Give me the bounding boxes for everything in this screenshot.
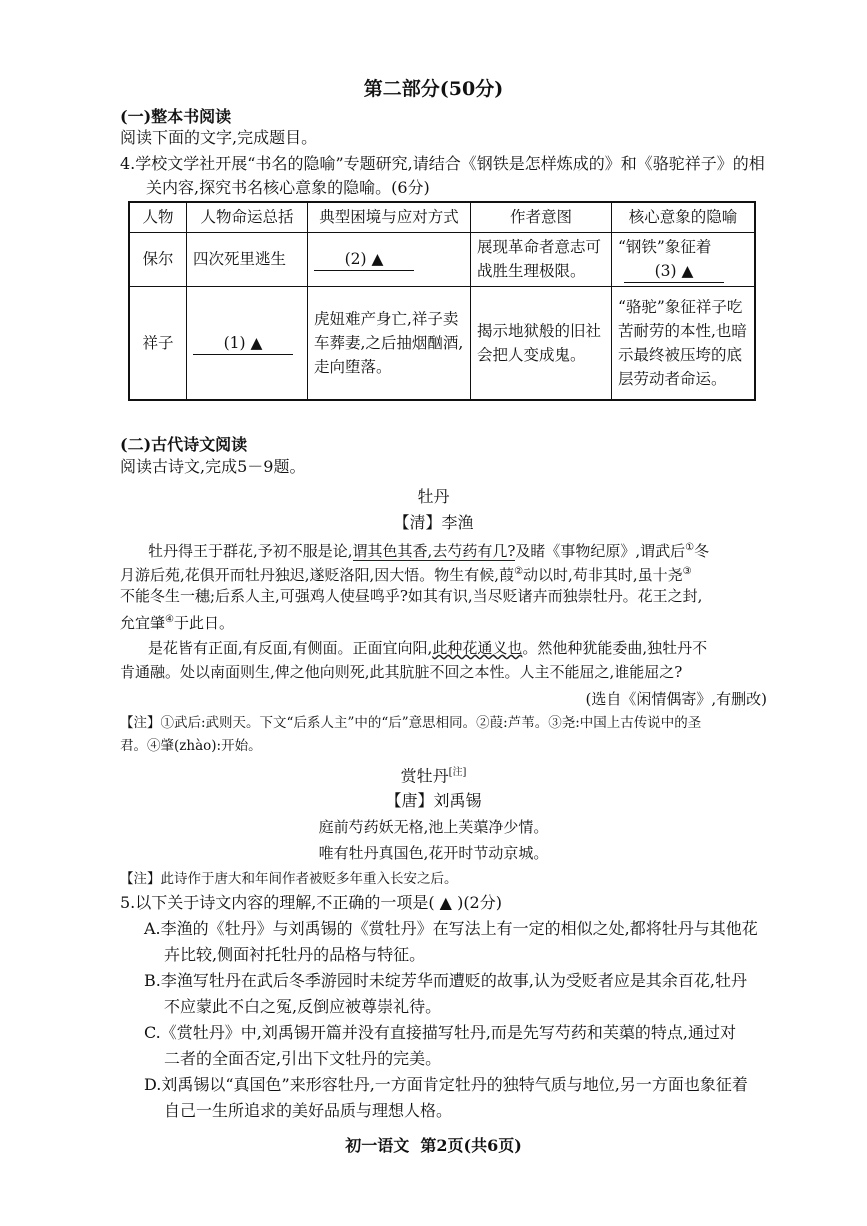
option-d-line-1[interactable]: D.刘禹锡以“真国色”来形容牡丹,一方面肯定牡丹的独特气质与地位,另一方面也象征着 xyxy=(144,1075,748,1094)
poem-title-text: 赏牡丹 xyxy=(400,766,449,786)
wavy-underlined-sentence: 此种花通义也 xyxy=(432,639,523,657)
instruction-2: 阅读古诗文,完成5－9题。 xyxy=(120,457,306,476)
cell-fate-paul: 四次死里逃生 xyxy=(187,232,308,286)
header-fate: 人物命运总括 xyxy=(187,202,308,232)
cell-plight-xiangzi: 虎妞难产身亡,祥子卖车葬妻,之后抽烟酗酒,走向堕落。 xyxy=(308,286,471,400)
note-marker: ④ xyxy=(165,614,174,625)
table-header-row xyxy=(129,202,755,232)
prose-source: (选自《闲情偶寄》,有删改) xyxy=(585,690,767,708)
cell-metaphor-paul xyxy=(612,232,756,286)
answer-blank-2[interactable]: (2) ▲ xyxy=(314,248,414,271)
poem-line-1: 庭前芍药妖无格,池上芙蕖净少情。 xyxy=(318,818,549,836)
header-intent: 作者意图 xyxy=(471,202,612,232)
question-4-line-1: 4.学校文学社开展“书名的隐喻”专题研究,请结合《钢铁是怎样炼成的》和《骆驼祥子》的相 xyxy=(120,154,765,173)
question-4-line-2: 关内容,探究书名核心意象的隐喻。(6分) xyxy=(146,178,430,197)
instruction-1: 阅读下面的文字,完成题目。 xyxy=(120,128,318,147)
cell-metaphor-xiangzi: “骆驼”象征祥子吃苦耐劳的本性,也暗示最终被压垮的底层劳动者命运。 xyxy=(612,286,756,400)
option-d-line-2: 自己一生所追求的美好品质与理想人格。 xyxy=(164,1101,453,1120)
prose-note-line-1: 【注】①武后:武则天。下文“后系人主”中的“后”意思相同。②葭:芦苇。③尧:中国上古传说中的圣 xyxy=(120,715,702,731)
prose-line-5 xyxy=(148,637,707,659)
header-metaphor: 核心意象的隐喻 xyxy=(612,202,756,232)
option-b-line-2: 不应蒙此不白之冤,反倒应被尊崇礼待。 xyxy=(164,997,442,1016)
metaphor-text-paul: “钢铁”象征着 xyxy=(618,238,712,256)
prose-text: 牡丹得王于群花,予初不服是论, xyxy=(148,542,353,560)
cell-intent-paul: 展现革命者意志可战胜生理极限。 xyxy=(471,232,612,286)
poem-title-note: [注] xyxy=(448,767,467,778)
poem-title xyxy=(0,762,867,787)
table-row-xiangzi xyxy=(129,286,755,400)
poem-note: 【注】此诗作于唐大和年间作者被贬多年重入长安之后。 xyxy=(120,871,458,887)
option-a-line-1[interactable]: A.李渔的《牡丹》与刘禹锡的《赏牡丹》在写法上有一定的相似之处,都将牡丹与其他花 xyxy=(144,919,758,938)
prose-text: 于此日。 xyxy=(173,614,234,632)
prose-text: 冬 xyxy=(694,542,710,560)
prose-note-line-2: 君。④肇(zhào):开始。 xyxy=(120,738,262,754)
prose-line-6: 肯通融。处以南面则生,俾之他向则死,此其肮脏不回之本性。人主不能屈之,谁能屈之? xyxy=(120,663,683,681)
section-heading-classical: (二)古代诗文阅读 xyxy=(120,435,248,454)
prose-title: 牡丹 xyxy=(417,487,450,506)
cell-name-xiangzi: 祥子 xyxy=(129,286,187,400)
section-heading-book-reading: (一)整本书阅读 xyxy=(120,107,232,126)
poem-line-2: 唯有牡丹真国色,花开时节动京城。 xyxy=(318,844,549,862)
metaphor-table xyxy=(128,201,756,401)
answer-blank-3[interactable]: (3) ▲ xyxy=(624,260,724,283)
part-title: 第二部分(50分) xyxy=(363,78,504,100)
prose-text: 动以时,苟非其时,虽十尧 xyxy=(523,566,683,584)
prose-text: 及睹《事物纪原》,谓武后 xyxy=(515,542,686,560)
cell-blank-2[interactable] xyxy=(308,232,471,286)
cell-intent-xiangzi: 揭示地狱般的旧社会把人变成鬼。 xyxy=(471,286,612,400)
prose-text: 。然他种犹能委曲,独牡丹不 xyxy=(522,639,708,657)
page-footer: 初一语文 第2页(共6页) xyxy=(345,1136,522,1155)
underlined-sentence-1: 谓其色其香,去芍药有几? xyxy=(352,542,516,560)
cell-blank-1[interactable] xyxy=(187,286,308,400)
prose-line-2 xyxy=(120,561,692,586)
option-c-line-2: 二者的全面否定,引出下文牡丹的完美。 xyxy=(164,1049,442,1068)
note-marker: ① xyxy=(685,542,695,553)
note-marker: ③ xyxy=(682,566,692,577)
cell-name-paul: 保尔 xyxy=(129,232,187,286)
prose-text: 是花皆有正面,有反面,有侧面。正面宜向阳, xyxy=(148,639,433,657)
prose-text: 月游后苑,花俱开而牡丹独迟,遂贬洛阳,因大悟。物生有候,葭 xyxy=(120,566,515,584)
option-b-line-1[interactable]: B.李渔写牡丹在武后冬季游园时未绽芳华而遭贬的故事,认为受贬者应是其余百花,牡丹 xyxy=(144,971,748,990)
prose-author: 【清】李渔 xyxy=(393,513,474,532)
table-row-paul xyxy=(129,232,755,286)
option-c-line-1[interactable]: C.《赏牡丹》中,刘禹锡开篇并没有直接描写牡丹,而是先写芍药和芙蕖的特点,通过对 xyxy=(144,1023,737,1042)
answer-blank-1[interactable]: (1) ▲ xyxy=(193,332,293,355)
header-plight: 典型困境与应对方式 xyxy=(308,202,471,232)
prose-line-3: 不能冬生一穗;后系人主,可强鸡人使昼鸣乎?如其有识,当尽贬诸卉而独崇牡丹。花王之封, xyxy=(120,587,703,605)
question-5-stem: 5.以下关于诗文内容的理解,不正确的一项是( ▲ )(2分) xyxy=(120,893,502,912)
header-character: 人物 xyxy=(129,202,187,232)
prose-text: 允宜肇 xyxy=(120,614,166,632)
poem-author: 【唐】刘禹锡 xyxy=(385,791,482,810)
option-a-line-2: 卉比较,侧面衬托牡丹的品格与特征。 xyxy=(164,945,426,964)
prose-line-1 xyxy=(148,537,709,562)
prose-line-4 xyxy=(120,609,234,634)
note-marker: ② xyxy=(514,566,524,577)
